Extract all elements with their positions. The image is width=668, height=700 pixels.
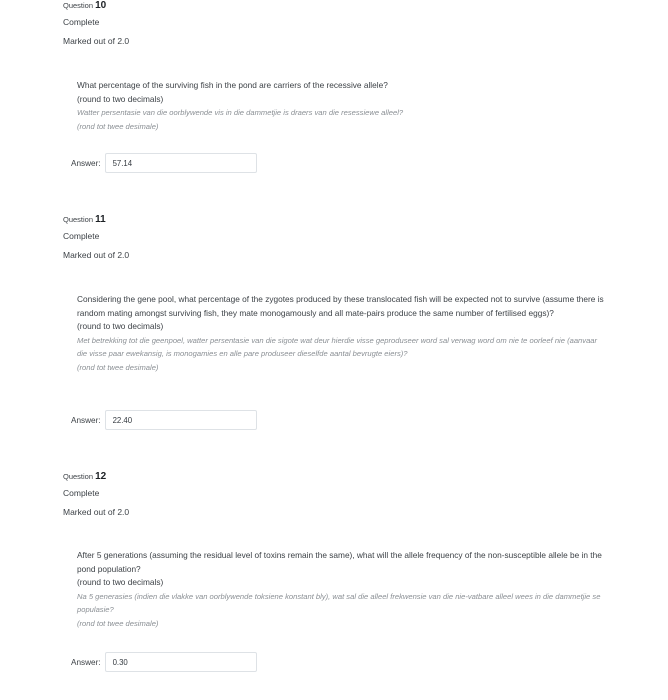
answer-row-12: [71, 652, 257, 672]
question-status: Complete: [63, 488, 100, 498]
question-mark: Marked out of 2.0: [63, 507, 130, 517]
question-text-english: What percentage of the surviving fish in the pond are carriers of the recessive allele?: [77, 80, 388, 90]
question-text-11: [77, 293, 607, 374]
answer-row-10: [71, 153, 257, 173]
question-info-10: [63, 0, 129, 46]
answer-input[interactable]: 22.40: [105, 410, 257, 430]
question-number: 11: [95, 214, 106, 225]
answer-input[interactable]: 57.14: [105, 153, 257, 173]
round-instruction-english: (round to two decimals): [77, 321, 164, 331]
question-label: Question: [63, 1, 94, 10]
question-number-line: [63, 214, 129, 225]
question-text-afrikaans: Watter persentasie van die oorblywende vis in die dammetjie is draers van die resessiewe alleel?: [77, 108, 404, 117]
answer-input[interactable]: 0.30: [105, 652, 257, 672]
answer-label: Answer:: [71, 158, 101, 168]
question-number: 12: [95, 471, 107, 482]
question-text-10: [77, 79, 607, 133]
question-number-line: [63, 0, 129, 11]
question-status: Complete: [63, 17, 100, 27]
question-status: Complete: [63, 231, 100, 241]
question-label: Question: [63, 215, 94, 224]
question-info-11: [63, 214, 129, 260]
round-instruction-english: (round to two decimals): [77, 577, 164, 587]
answer-label: Answer:: [71, 415, 101, 425]
question-number: 10: [95, 0, 107, 11]
question-info-12: [63, 471, 129, 517]
question-text-english: After 5 generations (assuming the residual level of toxins remain the same), what will the allele frequency of the non-susceptible allele be in the pond population?: [77, 550, 602, 574]
question-label: Question: [63, 472, 94, 481]
question-text-afrikaans: Na 5 generasies (indien die vlakke van oorblywende toksiene konstant bly), wat sal die alleel frekwensie van die nie-vatbare alleel wees in die dammetjie se populasie?: [77, 591, 601, 614]
round-instruction-afrikaans: (rond tot twee desimale): [77, 618, 159, 628]
question-mark: Marked out of 2.0: [63, 250, 130, 260]
question-text-12: [77, 549, 607, 630]
question-mark: Marked out of 2.0: [63, 36, 130, 46]
answer-label: Answer:: [71, 657, 101, 667]
round-instruction-afrikaans: (rond tot twee desimale): [77, 121, 159, 131]
answer-row-11: [71, 410, 257, 430]
question-number-line: [63, 471, 129, 482]
question-text-afrikaans: Met betrekking tot die geenpoel, watter persentasie van die sigote wat deur hierdie visse geproduseer word sal verwag word om nie te oorleef nie (aanvaar die visse paar ewekansig, is monogamies en alle pare produseer dieselfde aantal bevrugte eiers)?: [77, 335, 598, 358]
question-text-english: Considering the gene pool, what percentage of the zygotes produced by these translocated fish will be expected not to survive (assume there is random mating amongst surviving fish, they mate monogamously and all mate-pairs produce the same number of fertilised eggs)?: [77, 294, 604, 318]
round-instruction-english: (round to two decimals): [77, 93, 164, 104]
round-instruction-afrikaans: (rond tot twee desimale): [77, 362, 159, 372]
